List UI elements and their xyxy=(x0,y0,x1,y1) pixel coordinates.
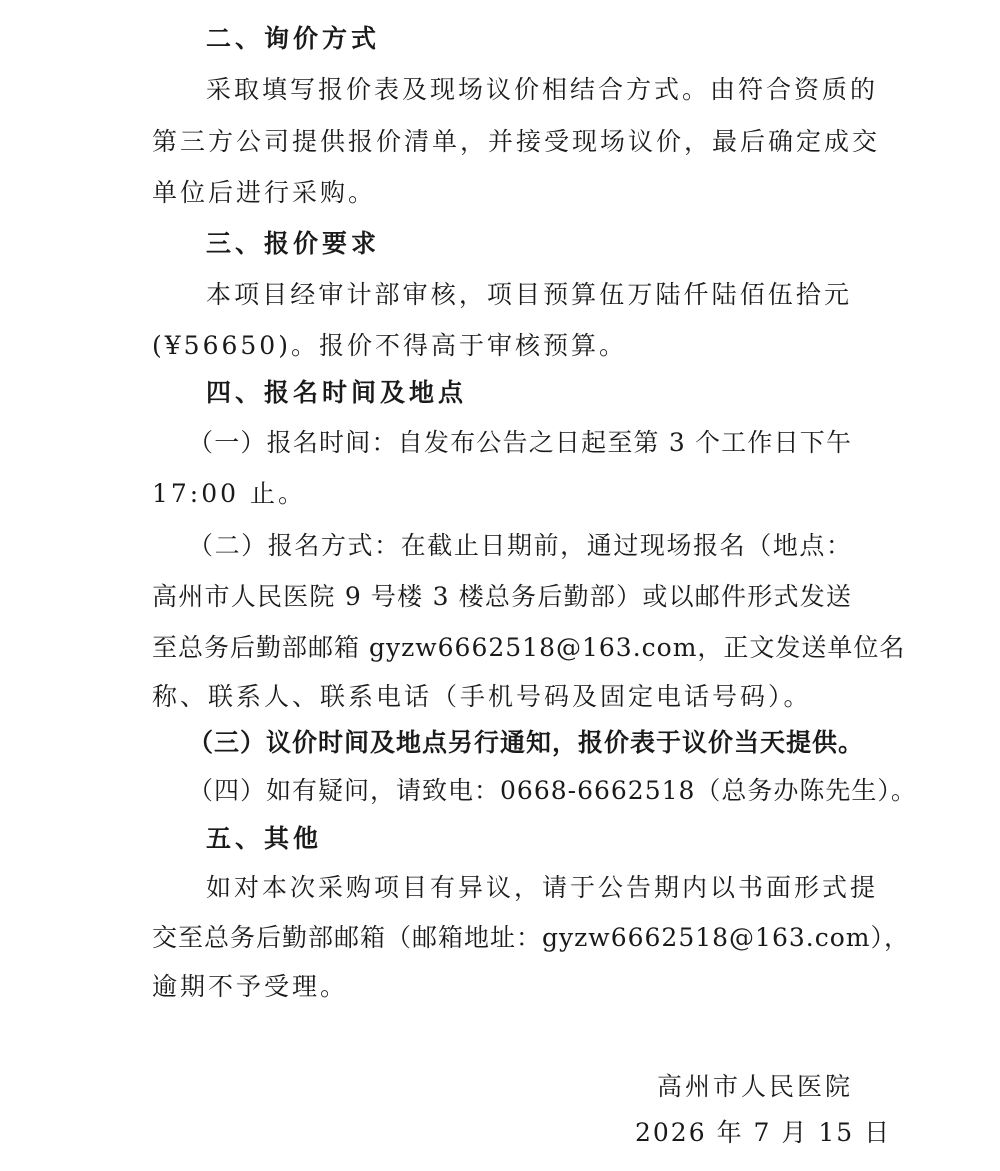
paragraph-line: 如对本次采购项目有异议，请于公告期内以书面形式提 xyxy=(206,873,879,902)
list-item-line: （二）报名方式：在截止日期前，通过现场报名（地点： xyxy=(188,531,852,560)
section-heading-other: 五、其他 xyxy=(206,824,323,853)
signature-date: 2026 年 7 月 15 日 xyxy=(635,1118,892,1147)
signature-organization: 高州市人民医院 xyxy=(657,1072,854,1101)
list-item-line: （三）议价时间及地点另行通知，报价表于议价当天提供。 xyxy=(188,728,865,757)
paragraph-line: 交至总务后勤部邮箱（邮箱地址：gyzw6662518@163.com）， xyxy=(152,923,910,952)
paragraph-line: 本项目经审计部审核，项目预算伍万陆仟陆佰伍拾元 xyxy=(206,280,852,309)
paragraph-line: (¥56650)。报价不得高于审核预算。 xyxy=(152,331,627,360)
section-heading-inquiry-method: 二、询价方式 xyxy=(206,24,381,53)
list-item-line: 高州市人民医院 9 号楼 3 楼总务后勤部）或以邮件形式发送 xyxy=(152,582,852,611)
list-item-line: （四）如有疑问，请致电：0668-6662518（总务办陈先生）。 xyxy=(188,776,917,805)
list-item-line: 17:00 止。 xyxy=(152,479,306,508)
section-heading-registration: 四、报名时间及地点 xyxy=(206,378,468,407)
paragraph-line: 采取填写报价表及现场议价相结合方式。由符合资质的 xyxy=(206,75,879,104)
paragraph-line: 第三方公司提供报价清单，并接受现场议价，最后确定成交 xyxy=(152,127,881,156)
paragraph-line: 逾期不予受理。 xyxy=(152,972,349,1001)
list-item-line: 至总务后勤部邮箱 gyzw6662518@163.com，正文发送单位名 xyxy=(152,633,906,662)
section-heading-quote-requirements: 三、报价要求 xyxy=(206,229,381,258)
list-item-line: （一）报名时间：自发布公告之日起至第 3 个工作日下午 xyxy=(188,428,852,457)
paragraph-line: 单位后进行采购。 xyxy=(152,178,377,207)
list-item-line: 称、联系人、联系电话（手机号码及固定电话号码）。 xyxy=(152,682,812,711)
